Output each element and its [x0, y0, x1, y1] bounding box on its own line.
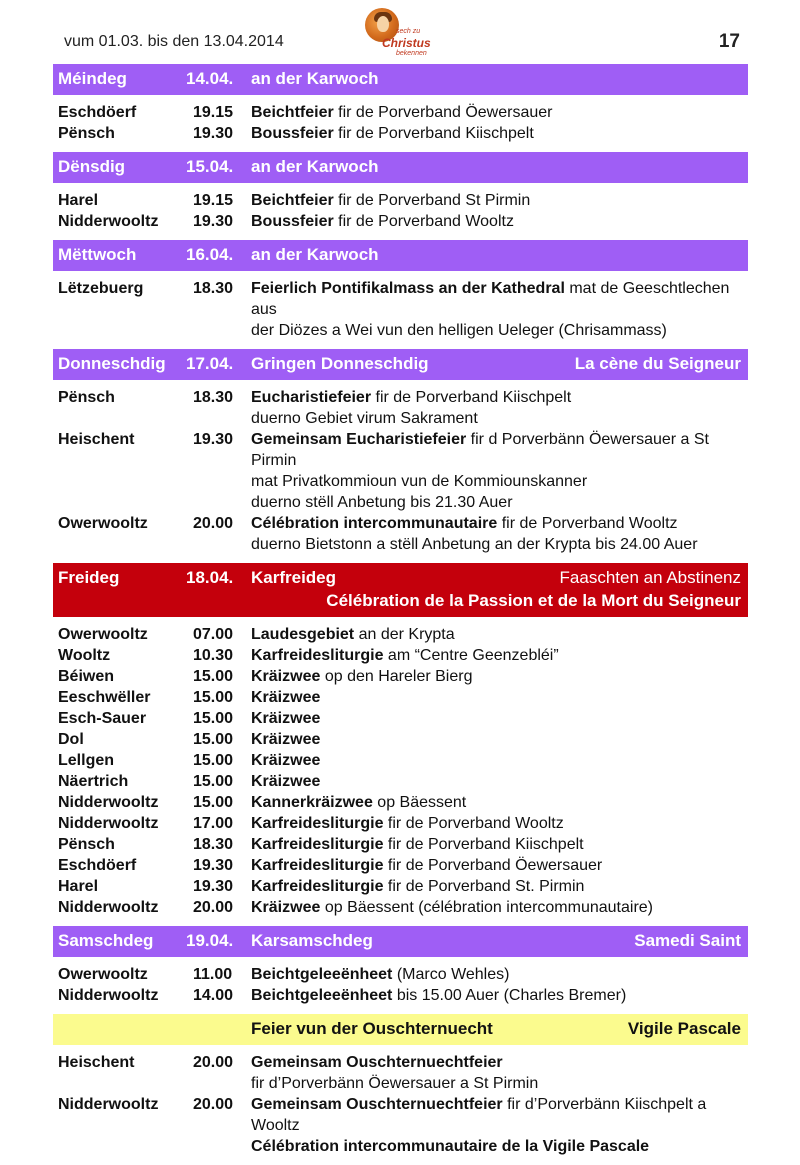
event-time: 15.00: [193, 689, 234, 706]
day-subtitle: Samedi Saint: [634, 931, 741, 950]
period-label: vum 01.03. bis den 13.04.2014: [64, 33, 284, 50]
event-place: Eschdöerf: [58, 104, 137, 121]
event-place: Pënsch: [58, 836, 115, 853]
event-place: Nidderwooltz: [58, 815, 159, 832]
day-date: 18.04.: [186, 568, 234, 587]
event-description: [251, 792, 748, 813]
event-row: [53, 645, 748, 666]
event-title: Gemeinsam Eucharistiefeier: [251, 431, 467, 448]
event-place: Owerwooltz: [58, 966, 148, 983]
day-date: 16.04.: [186, 245, 234, 264]
day-title: an der Karwoch: [251, 157, 379, 176]
event-place: Dol: [58, 731, 84, 748]
event-title: Célébration intercommunautaire: [251, 515, 498, 532]
event-time: 17.00: [193, 815, 234, 832]
event-detail: duerno Gebiet virum Sakrament: [251, 410, 478, 427]
event-title: Kräizwee: [251, 689, 321, 706]
day-subtitle: Faaschten an Abstinenz: [559, 568, 741, 587]
event-detail: duerno Bietstonn a stëll Anbetung an der Krypta bis 24.00 Auer: [251, 536, 698, 553]
day-date: 15.04.: [186, 157, 234, 176]
event-title: Beichtgeleeënheet: [251, 987, 393, 1004]
page-header: [0, 0, 800, 62]
day-name: Méindeg: [58, 69, 127, 88]
event-row: [53, 792, 748, 813]
event-row: [53, 666, 748, 687]
day-title: an der Karwoch: [251, 69, 379, 88]
logo-text-main: Christus: [382, 36, 431, 50]
event-title: Kräizwee: [251, 773, 321, 790]
event-title: Beichtfeier: [251, 104, 334, 121]
event-description: [251, 278, 748, 341]
event-place: Nidderwooltz: [58, 213, 159, 230]
event-detail: fir de Porverband Wooltz: [333, 213, 514, 230]
event-time: 19.30: [193, 857, 234, 874]
event-list: [53, 271, 748, 349]
vigil-header-bar: [53, 1014, 748, 1045]
event-place: Béiwen: [58, 668, 115, 685]
day-header-bar: [53, 152, 748, 183]
event-time: 15.00: [193, 668, 234, 685]
event-detail: fir de Porverband St. Pirmin: [383, 878, 585, 895]
event-detail: mat Privatkommioun vun de Kommiounskanner: [251, 473, 588, 490]
event-description: [251, 985, 748, 1006]
event-time: 19.30: [193, 125, 234, 142]
event-detail: der Diözes a Wei vun den helligen Ueleger (Chrisammass): [251, 322, 667, 339]
event-row: [53, 771, 748, 792]
event-place: Nidderwooltz: [58, 987, 159, 1004]
event-row: [53, 513, 748, 555]
event-place: Eschdöerf: [58, 857, 137, 874]
event-title: Feierlich Pontifikalmass an der Kathedral: [251, 280, 565, 297]
day-name: Freideg: [58, 568, 120, 587]
event-time: 20.00: [193, 515, 234, 532]
event-title: Gemeinsam Ouschternuechtfeier: [251, 1054, 503, 1071]
event-row: [53, 834, 748, 855]
event-time: 19.30: [193, 878, 234, 895]
event-row: [53, 429, 748, 513]
event-place: Pënsch: [58, 389, 115, 406]
event-place: Harel: [58, 192, 99, 209]
event-detail: op Bäessent (célébration intercommunautaire): [320, 899, 653, 916]
day-date: 19.04.: [186, 931, 234, 950]
event-title: Kräizwee: [251, 731, 321, 748]
event-row: [53, 964, 748, 985]
event-detail: duerno stëll Anbetung bis 21.30 Auer: [251, 494, 513, 511]
event-row: [53, 1094, 748, 1157]
event-time: 20.00: [193, 1096, 234, 1113]
event-title: Eucharistiefeier: [251, 389, 372, 406]
schedule-content: [53, 64, 748, 1165]
event-description: [251, 897, 748, 918]
event-list: [53, 957, 748, 1014]
event-list: [53, 617, 748, 926]
event-description: [251, 1052, 748, 1094]
event-title: Karfreidesliturgie: [251, 878, 384, 895]
event-detail: fir d’Porverbänn Öewersauer a St Pirmin: [251, 1075, 539, 1092]
event-title: Beichtgeleeënheet: [251, 966, 393, 983]
event-list: [53, 95, 748, 152]
event-detail: fir d Porverbänn Öewersauer a St Pirmin: [251, 431, 709, 469]
event-title: Boussfeier: [251, 213, 334, 230]
vigil-title: Feier vun der Ouschternuecht: [251, 1019, 493, 1038]
event-time: 15.00: [193, 710, 234, 727]
event-description: [251, 429, 748, 513]
event-row: [53, 211, 748, 232]
event-place: Pënsch: [58, 125, 115, 142]
event-place: Esch-Sauer: [58, 710, 147, 727]
event-description: [251, 964, 748, 985]
event-title: Laudesgebiet: [251, 626, 355, 643]
event-row: [53, 1052, 748, 1094]
event-time: 15.00: [193, 794, 234, 811]
day-date: 14.04.: [186, 69, 234, 88]
event-row: [53, 123, 748, 144]
event-time: 15.00: [193, 773, 234, 790]
event-list: [53, 380, 748, 563]
event-row: [53, 855, 748, 876]
event-description: [251, 813, 748, 834]
day-name: Mëttwoch: [58, 245, 137, 264]
event-title: Beichtfeier: [251, 192, 334, 209]
event-row: [53, 387, 748, 429]
event-time: 15.00: [193, 752, 234, 769]
event-description: [251, 513, 748, 555]
event-list: [53, 1045, 748, 1165]
event-time: 19.15: [193, 104, 234, 121]
event-place: Harel: [58, 878, 99, 895]
day-header-bar: [53, 64, 748, 95]
day-subtitle: La cène du Seigneur: [574, 354, 741, 373]
event-description: [251, 750, 748, 771]
event-detail: fir de Porverband Wooltz: [383, 815, 564, 832]
event-time: 20.00: [193, 899, 234, 916]
event-detail: fir de Porverband Kiischpelt: [383, 836, 584, 853]
event-detail: fir de Porverband St Pirmin: [333, 192, 531, 209]
event-row: [53, 190, 748, 211]
event-title: Kräizwee: [251, 752, 321, 769]
event-place: Heischent: [58, 431, 135, 448]
event-description: [251, 771, 748, 792]
event-description: [251, 645, 748, 666]
event-place: Näertrich: [58, 773, 129, 790]
event-title: Boussfeier: [251, 125, 334, 142]
event-place: Owerwooltz: [58, 626, 148, 643]
logo-text-bottom: bekennen: [396, 50, 427, 57]
event-description: [251, 102, 748, 123]
event-row: [53, 876, 748, 897]
day-name: Donneschdig: [58, 354, 166, 373]
event-place: Nidderwooltz: [58, 794, 159, 811]
page-number: 17: [718, 31, 740, 52]
day-title: Karsamschdeg: [251, 931, 373, 950]
event-detail: fir de Porverband Kiischpelt: [371, 389, 572, 406]
event-time: 19.30: [193, 431, 234, 448]
event-detail: (Marco Wehles): [392, 966, 510, 983]
event-detail: an der Krypta: [354, 626, 455, 643]
event-detail: am “Centre Geenzebléi”: [383, 647, 559, 664]
event-place: Wooltz: [58, 647, 111, 664]
event-time: 18.30: [193, 280, 234, 297]
event-place: Heischent: [58, 1054, 135, 1071]
event-title: Célébration intercommunautaire de la Vigile Pascale: [251, 1138, 650, 1155]
event-time: 15.00: [193, 731, 234, 748]
day-title: Gringen Donneschdig: [251, 354, 429, 373]
day-title: an der Karwoch: [251, 245, 379, 264]
day-name: Samschdeg: [58, 931, 154, 950]
event-detail: fir de Porverband Kiischpelt: [333, 125, 534, 142]
event-detail: fir de Porverband Wooltz: [497, 515, 678, 532]
day-header-bar: [53, 349, 748, 380]
event-time: 19.15: [193, 192, 234, 209]
event-detail: op den Hareler Bierg: [320, 668, 473, 685]
event-description: [251, 190, 748, 211]
event-detail: op Bäessent: [372, 794, 467, 811]
vigil-subtitle: Vigile Pascale: [627, 1019, 741, 1038]
event-row: [53, 813, 748, 834]
event-row: [53, 102, 748, 123]
event-title: Karfreidesliturgie: [251, 647, 384, 664]
event-place: Owerwooltz: [58, 515, 148, 532]
event-time: 14.00: [193, 987, 234, 1004]
event-time: 19.30: [193, 213, 234, 230]
event-title: Kräizwee: [251, 710, 321, 727]
event-title: Kannerkräizwee: [251, 794, 373, 811]
event-row: [53, 624, 748, 645]
event-row: [53, 750, 748, 771]
event-title: Kräizwee: [251, 899, 321, 916]
day-header-bar: [53, 926, 748, 957]
event-place: Eeschwëller: [58, 689, 151, 706]
event-description: [251, 1094, 748, 1157]
event-description: [251, 123, 748, 144]
event-place: Lëtzebuerg: [58, 280, 144, 297]
event-title: Karfreidesliturgie: [251, 815, 384, 832]
event-time: 10.30: [193, 647, 234, 664]
christus-logo: [362, 8, 431, 62]
day-title: Karfreideg: [251, 568, 337, 587]
event-place: Lellgen: [58, 752, 115, 769]
event-title: Karfreidesliturgie: [251, 857, 384, 874]
event-detail: fir d’Porverbänn Kiischpelt a Wooltz: [251, 1096, 707, 1134]
event-place: Nidderwooltz: [58, 899, 159, 916]
event-title: Kräizwee: [251, 668, 321, 685]
event-description: [251, 876, 748, 897]
event-description: [251, 729, 748, 750]
event-title: Karfreidesliturgie: [251, 836, 384, 853]
day-date: 17.04.: [186, 354, 234, 373]
event-detail: fir de Porverband Öewersauer: [383, 857, 603, 874]
event-time: 20.00: [193, 1054, 234, 1071]
event-description: [251, 855, 748, 876]
event-time: 18.30: [193, 389, 234, 406]
event-time: 18.30: [193, 836, 234, 853]
day-header-bar: [53, 240, 748, 271]
day-name: Dënsdig: [58, 157, 126, 176]
event-place: Nidderwooltz: [58, 1096, 159, 1113]
event-time: 07.00: [193, 626, 234, 643]
event-title: Gemeinsam Ouschternuechtfeier: [251, 1096, 503, 1113]
event-detail: fir de Porverband Öewersauer: [333, 104, 553, 121]
event-time: 11.00: [193, 966, 233, 983]
day-header-bar: [53, 563, 748, 617]
event-description: [251, 387, 748, 429]
event-row: [53, 687, 748, 708]
logo-text-top: sech zu: [396, 28, 421, 35]
event-detail: mat de Geeschtlechen aus: [251, 280, 730, 318]
event-description: [251, 624, 748, 645]
event-row: [53, 985, 748, 1006]
event-row: [53, 729, 748, 750]
event-description: [251, 666, 748, 687]
event-description: [251, 211, 748, 232]
event-row: [53, 897, 748, 918]
event-description: [251, 708, 748, 729]
event-list: [53, 183, 748, 240]
event-description: [251, 834, 748, 855]
day-celebration: Célébration de la Passion et de la Mort du Seigneur: [326, 591, 741, 610]
event-detail: bis 15.00 Auer (Charles Bremer): [392, 987, 627, 1004]
event-row: [53, 708, 748, 729]
event-description: [251, 687, 748, 708]
event-row: [53, 278, 748, 341]
